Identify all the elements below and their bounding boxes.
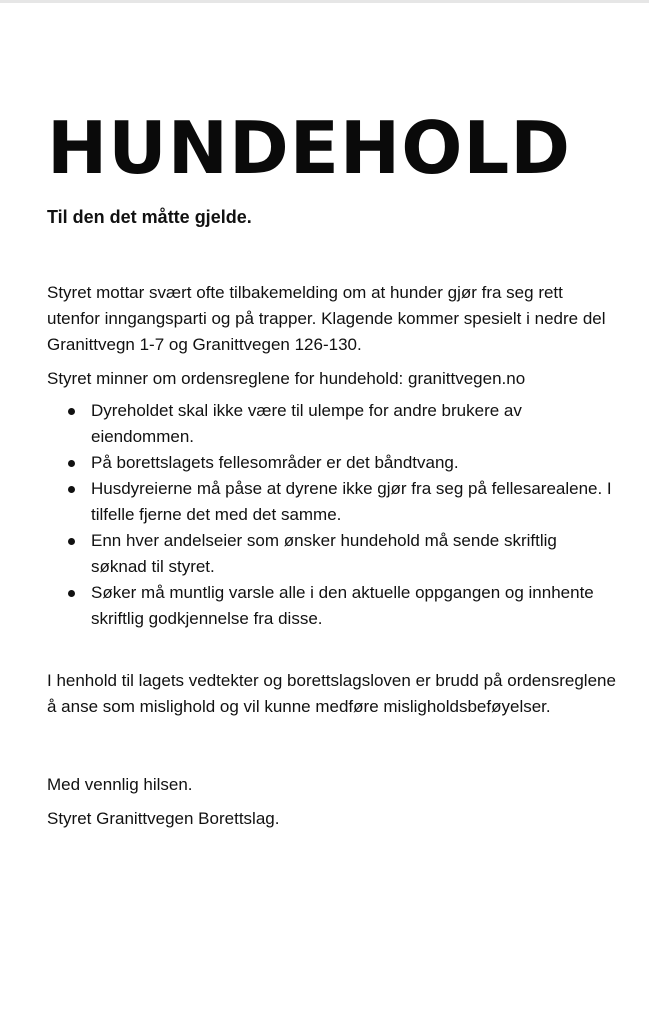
list-item bbox=[91, 528, 617, 580]
rule-text: Søker må muntlig varsle alle i den aktuelle oppgangen og innhente skriftlig godkjennelse fra disse. bbox=[91, 583, 594, 628]
rule-text: Husdyreierne må påse at dyrene ikke gjør fra seg på fellesarealene. I tilfelle fjerne det med det samme. bbox=[91, 479, 612, 524]
list-item bbox=[91, 580, 617, 632]
regards-line: Med vennlig hilsen. bbox=[47, 775, 193, 794]
rules-list bbox=[47, 398, 617, 632]
rule-text: Dyreholdet skal ikke være til ulempe for andre brukere av eiendommen. bbox=[91, 401, 522, 446]
bullet-icon bbox=[68, 408, 75, 415]
list-item bbox=[91, 476, 617, 528]
list-item bbox=[91, 398, 617, 450]
greeting: Til den det måtte gjelde. bbox=[47, 207, 252, 227]
top-edge-bar bbox=[0, 0, 649, 3]
rule-text: Enn hver andelseier som ønsker hundehold må sende skriftlig søknad til styret. bbox=[91, 531, 557, 576]
closing-paragraph: I henhold til lagets vedtekter og borettslagsloven er brudd på ordensreglene å anse som mislighold og vil kunne medføre misligholdsbeføyelser. bbox=[47, 671, 616, 716]
intro-paragraph: Styret mottar svært ofte tilbakemelding om at hunder gjør fra seg rett utenfor inngangsparti og på trapper. Klagende kommer spesielt i nedre del Granittvegn 1-7 og Granittvegen 126-130. bbox=[47, 283, 606, 354]
signature-line: Styret Granittvegen Borettslag. bbox=[47, 809, 280, 828]
bullet-icon bbox=[68, 460, 75, 467]
bullet-icon bbox=[68, 590, 75, 597]
reminder-paragraph: Styret minner om ordensreglene for hundehold: granittvegen.no bbox=[47, 369, 526, 388]
list-item bbox=[91, 450, 617, 476]
document-title: HUNDEHOLD bbox=[47, 106, 572, 190]
rule-text: På borettslagets fellesområder er det båndtvang. bbox=[91, 453, 459, 472]
document-page bbox=[47, 100, 617, 832]
bullet-icon bbox=[68, 486, 75, 493]
bullet-icon bbox=[68, 538, 75, 545]
